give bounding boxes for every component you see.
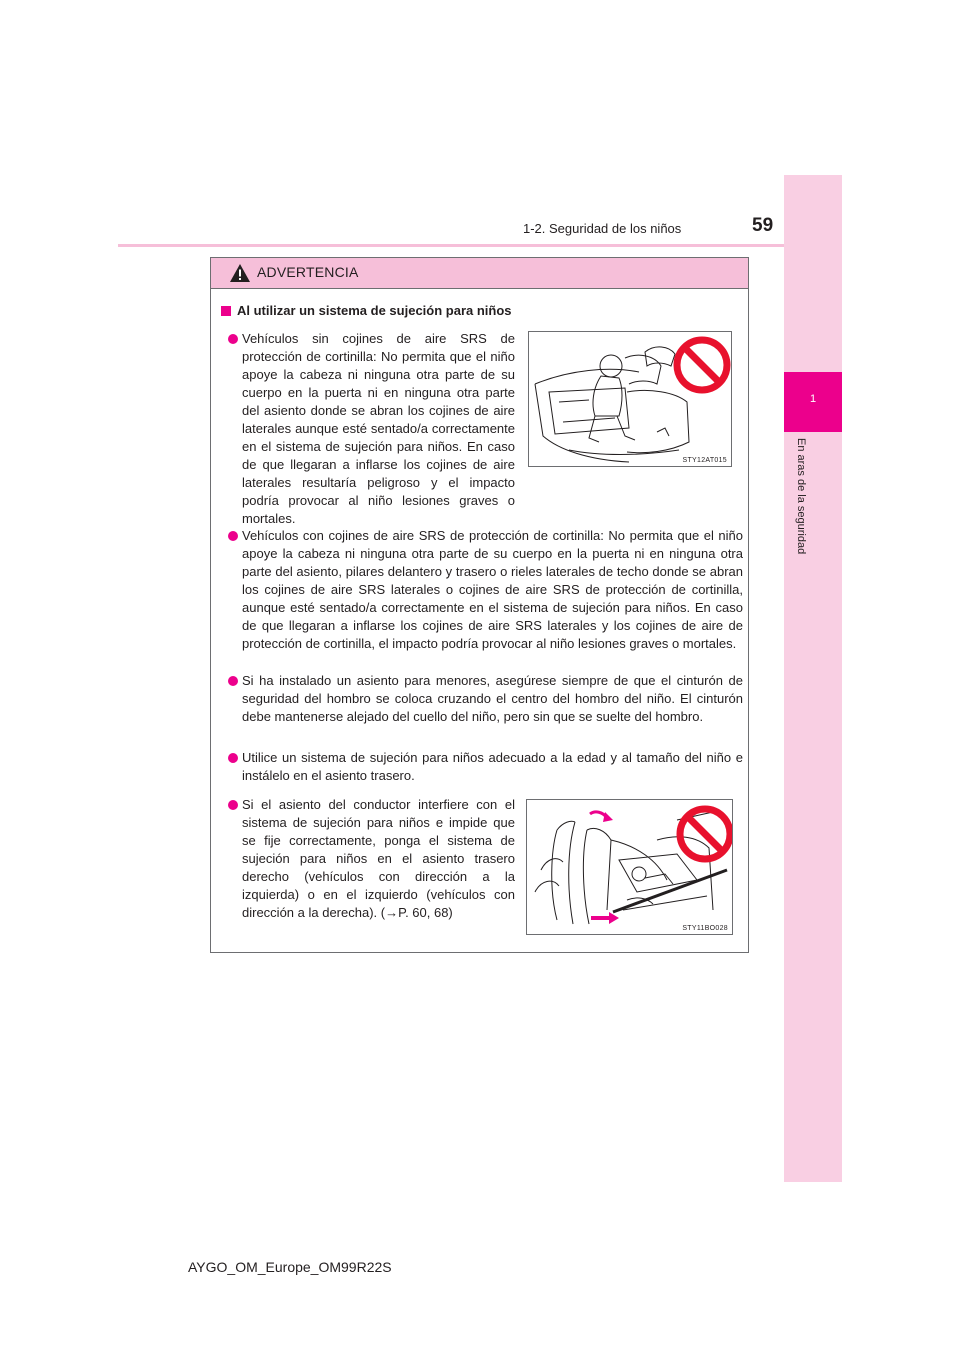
warning-triangle-icon: [229, 263, 251, 283]
section-title: 1-2. Seguridad de los niños: [523, 221, 682, 236]
chapter-label: [795, 438, 823, 588]
page-number: 59: [752, 215, 774, 236]
round-bullet-icon: [228, 334, 238, 344]
chapter-side-strip: [784, 175, 842, 1182]
warning-item: [242, 527, 743, 653]
figure-driver-seat-interference: [526, 799, 733, 935]
warning-item: [242, 672, 743, 726]
header-rule: [118, 244, 784, 247]
round-bullet-icon: [228, 531, 238, 541]
warning-item: [242, 749, 743, 785]
chapter-number: 1: [809, 393, 817, 405]
warning-item-text: Vehículos sin cojines de aire SRS de protección de cortinilla: No permita que el niño apoye la cabeza ni ninguna otra parte de su cuerpo en la puerta ni en ninguna otra parte del asiento donde se abran los cojines de aire laterales aunque esté sentado/a correctamente en el sistema de sujeción para niños. En caso de que llegaran a inflarse los cojines de aire laterales resultaría peligroso y el impacto podría provocar al niño lesiones graves o mortales.: [242, 331, 515, 526]
warning-box: [210, 257, 749, 953]
footer-doc-code: AYGO_OM_Europe_OM99R22S: [188, 1259, 392, 1275]
warning-item: [242, 796, 515, 922]
square-bullet-icon: [221, 306, 231, 316]
round-bullet-icon: [228, 753, 238, 763]
warning-subheading-text: Al utilizar un sistema de sujeción para niños: [237, 303, 512, 318]
driver-seat-interference-illustration: [527, 800, 732, 934]
child-seat-door-illustration: [529, 332, 731, 466]
warning-header: [211, 258, 748, 289]
figure-code: STY12AT015: [682, 457, 727, 464]
figure-code: STY11BO028: [682, 925, 728, 932]
warning-item-text: Vehículos con cojines de aire SRS de protección de cortinilla: No permita que el niño apoye la cabeza ni ninguna otra parte de su cuerpo en la puerta ni en ninguna otra parte del asiento, pilares delantero y trasero o rieles laterales de techo donde se abran los cojines de aire SRS laterales o cojines de aire SRS de protección de cortinilla, aunque esté sentado/a correctamente en el sistema de sujeción para niños. En caso de que llegaran a inflarse los cojines de aire SRS laterales y los cojines de aire de protección de cortinilla, el impacto podría provocar al niño lesiones graves o mortales.: [242, 528, 743, 651]
warning-item-text: Si ha instalado un asiento para menores, asegúrese siempre de que el cinturón de seguridad del hombro se coloca cruzando el centro del hombro del niño. El cinturón debe mantenerse alejado del cuello del niño, pero sin que se suelte del hombro.: [242, 673, 743, 724]
prohibited-icon: [677, 340, 727, 390]
warning-item: [242, 330, 515, 528]
chapter-label-text: En aras de la seguridad: [795, 438, 807, 555]
prohibited-icon: [680, 809, 730, 859]
round-bullet-icon: [228, 676, 238, 686]
round-bullet-icon: [228, 800, 238, 810]
warning-item-text: Utilice un sistema de sujeción para niños adecuado a la edad y al tamaño del niño e instálelo en el asiento trasero.: [242, 750, 743, 783]
figure-child-seat-door: [528, 331, 732, 467]
warning-subheading: [221, 303, 512, 318]
warning-title: ADVERTENCIA: [257, 264, 359, 280]
warning-item-text: Si el asiento del conductor interfiere con el sistema de sujeción para niños e impide que se fije correctamente, ponga el sistema de sujeción para niños en el asiento trasero derecho (vehículos con dirección a la izquierda) o en el izquierdo (vehículos con dirección a la derecha). (→P. 60, 68): [242, 797, 515, 920]
